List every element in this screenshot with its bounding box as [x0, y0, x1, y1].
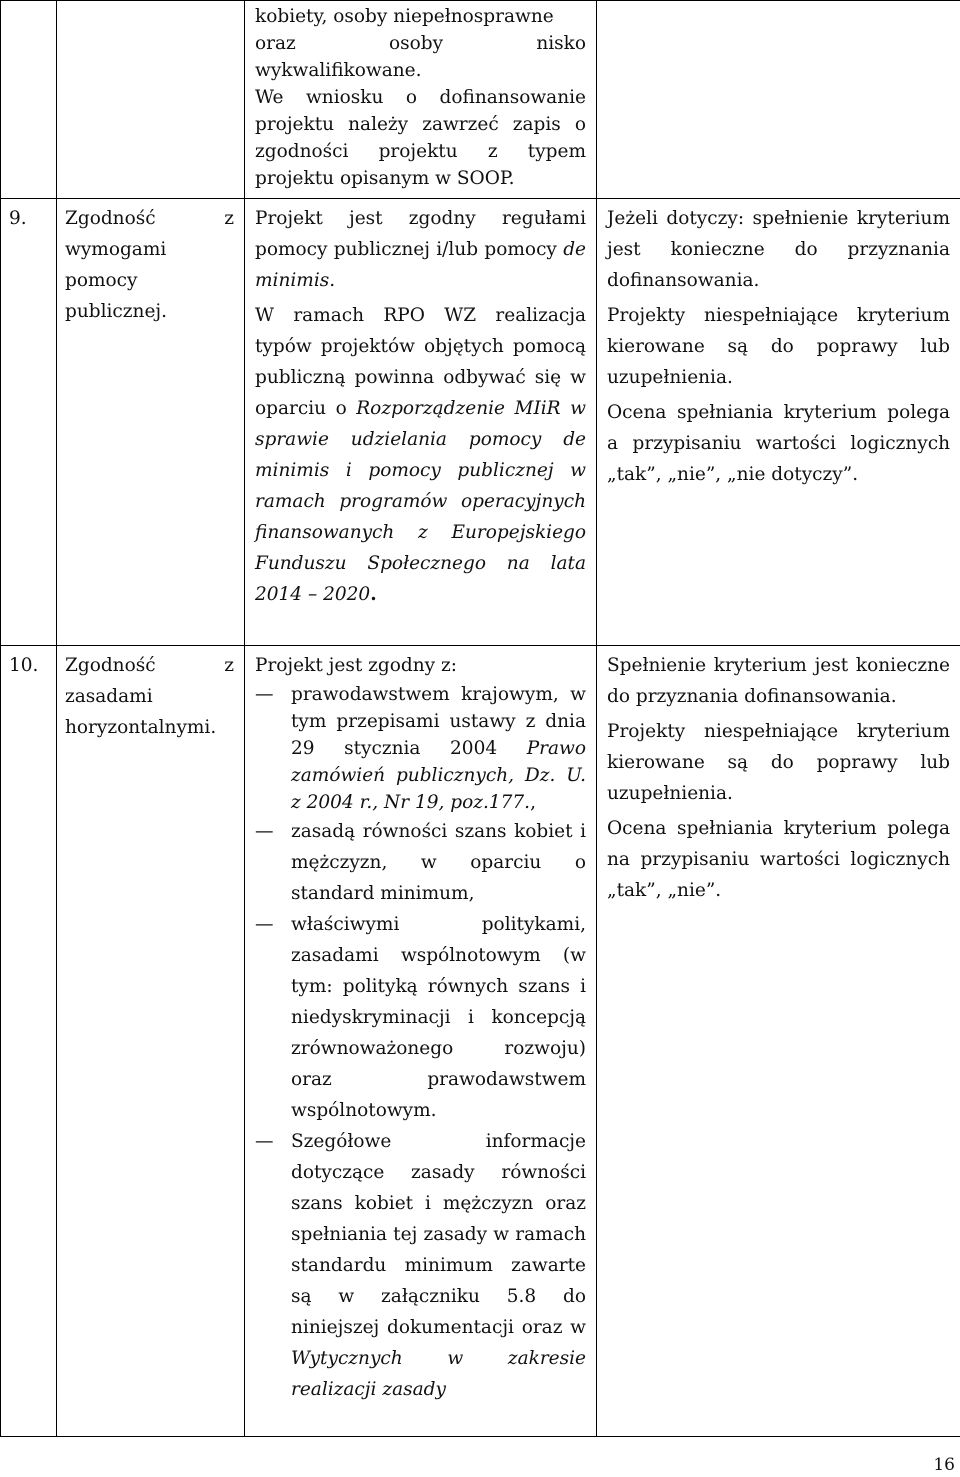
evaluation-paragraph: Jeżeli dotyczy: spełnienie kryterium jest konieczne do przyznania dofinansowania. — [607, 208, 950, 291]
criterion-number: 10. — [9, 655, 39, 676]
evaluation-paragraph: Projekty niespełniające kryterium kierowane są do poprawy lub uzupełnienia. — [607, 305, 950, 388]
continuation-line: wykwalifikowane. — [255, 60, 422, 81]
criterion-evaluation-cell — [597, 199, 960, 646]
requirements-list — [255, 681, 586, 1405]
continuation-line: oraz osoby nisko — [255, 33, 586, 54]
table-row-continuation — [1, 1, 960, 199]
page-number: 16 — [933, 1455, 955, 1475]
table-row-criterion-9 — [1, 199, 960, 646]
evaluation-paragraph: Ocena spełniania kryterium polega a przypisaniu wartości logicznych „tak”, „nie”, „nie dotyczy”. — [607, 402, 950, 485]
criterion-evaluation-cell — [597, 646, 960, 1437]
cell-description — [245, 1, 597, 199]
cell-name-empty — [57, 1, 245, 199]
dash-bullet: — — [255, 684, 274, 705]
list-item: — Szegółowe informacje dotyczące zasady równości szans kobiet i mężczyzn oraz spełniania tej zasady w ramach standardu minimum zawarte są w załączniku 5.8 do niniejszej dokumentacji oraz w Wytycznych w zakresie realizacji zasady — [255, 1126, 586, 1405]
description-intro: Projekt jest zgodny z: — [255, 655, 457, 676]
table-row-criterion-10 — [1, 646, 960, 1437]
criterion-name-cell — [57, 646, 245, 1437]
evaluation-paragraph: Spełnienie kryterium jest konieczne do przyznania dofinansowania. — [607, 655, 950, 707]
cell-evaluation-empty — [597, 1, 960, 199]
criterion-number-cell — [1, 199, 57, 646]
continuation-line: kobiety, osoby niepełnosprawne — [255, 6, 554, 27]
criterion-number: 9. — [9, 208, 27, 229]
cell-number-empty — [1, 1, 57, 199]
description-paragraph: W ramach RPO WZ realizacja typów projektów objętych pomocą publiczną powinna odbywać się w oparciu o Rozporządzenie MIiR w sprawie udzielania pomocy de minimis i pomocy publicznej w ramach programów operacyjnych finansowanych z Europejskiego Funduszu Społecznego na lata 2014 – 2020. — [255, 305, 586, 605]
criterion-description-cell — [245, 199, 597, 646]
dash-bullet: — — [255, 1131, 274, 1152]
continuation-sentence: We wniosku o dofinansowanie projektu należy zawrzeć zapis o zgodności projektu z typem projektu opisanym w SOOP. — [255, 87, 586, 189]
criterion-name-cell — [57, 199, 245, 646]
criterion-description-cell — [245, 646, 597, 1437]
description-paragraph: Projekt jest zgodny regułami pomocy publicznej i/lub pomocy de minimis. — [255, 208, 586, 291]
list-item: — prawodawstwem krajowym, w tym przepisami ustawy z dnia 29 stycznia 2004 Prawo zamówień publicznych, Dz. U. z 2004 r., Nr 19, poz.177., — [255, 681, 586, 816]
dash-bullet: — — [255, 821, 274, 842]
evaluation-paragraph: Ocena spełniania kryterium polega na przypisaniu wartości logicznych „tak”, „nie”. — [607, 818, 950, 901]
criterion-name: Zgodność z zasadami horyzontalnymi. — [65, 655, 234, 738]
evaluation-paragraph: Projekty niespełniające kryterium kierowane są do poprawy lub uzupełnienia. — [607, 721, 950, 804]
criterion-number-cell — [1, 646, 57, 1437]
dash-bullet: — — [255, 914, 274, 935]
criterion-name: Zgodność z wymogami pomocy publicznej. — [65, 208, 234, 322]
list-item: — zasadą równości szans kobiet i mężczyzn, w oparciu o standard minimum, — [255, 816, 586, 909]
list-item: — właściwymi politykami, zasadami wspólnotowym (w tym: polityką równych szans i niedyskryminacji i koncepcją zrównoważonego rozwoju) oraz prawodawstwem wspólnotowym. — [255, 909, 586, 1126]
